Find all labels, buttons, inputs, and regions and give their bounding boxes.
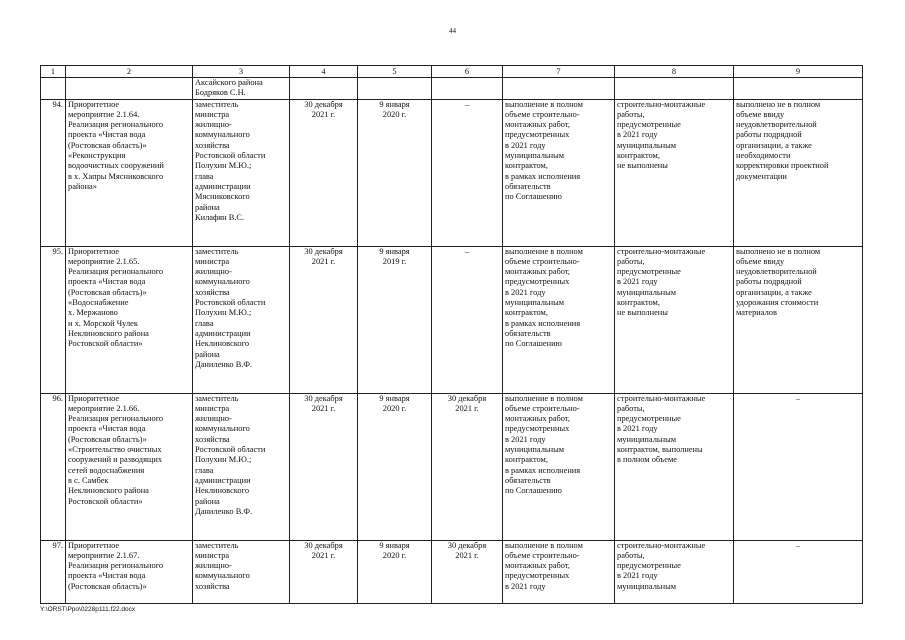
cell-line: 9 января xyxy=(379,393,410,403)
cell-line: заместитель xyxy=(195,246,239,256)
cell-line: 2021 г. xyxy=(311,550,336,560)
cell-line: Бодряков С.Н. xyxy=(195,88,246,98)
cell-line: объеме строительно- xyxy=(505,550,580,560)
cell-line: глава xyxy=(195,318,214,328)
cell-line: корректировки проектной xyxy=(736,161,829,171)
cell-line: объеме ввиду xyxy=(736,256,785,266)
cell-line: муниципальным xyxy=(617,140,677,150)
cell-line: в рамках исполнения xyxy=(505,318,581,328)
cell-actual-start xyxy=(358,540,432,603)
cell-line: муниципальным xyxy=(505,151,565,161)
cell-actual-end xyxy=(432,540,503,603)
cell-line: «Строительство очистных xyxy=(68,445,162,455)
cell-line: проекта «Чистая вода xyxy=(68,130,146,140)
cell-line: министра xyxy=(195,256,230,266)
cell-line: контрактом, xyxy=(505,308,548,318)
cell-line: глава xyxy=(195,171,214,181)
cell-actual-start xyxy=(358,246,432,393)
cell-line: Приоритетное xyxy=(68,540,120,550)
cell-line: 2019 г. xyxy=(382,256,407,266)
cell-num: 96. xyxy=(41,393,66,540)
cell-line: 30 декабря xyxy=(304,393,343,403)
cell-line: (Ростовская область)» xyxy=(68,140,147,150)
cell-line: Аксайского района xyxy=(195,78,263,87)
cell-line: 2021 г. xyxy=(455,403,479,413)
table-row xyxy=(41,540,863,603)
footer-file-path: Y:\ORST\Ppo\0228p111.f22.docx xyxy=(40,606,136,613)
cell-line: работы, xyxy=(617,550,645,560)
cell-event xyxy=(66,393,193,540)
cell-line: объеме строительно- xyxy=(505,256,580,266)
cell-num: 95. xyxy=(41,246,66,393)
cell-line: строительно-монтажные xyxy=(617,393,706,403)
cell-line: коммунального xyxy=(195,571,250,581)
cell-line: Приоритетное xyxy=(68,393,120,403)
cell-line: хозяйства xyxy=(195,434,230,444)
cell-line: района xyxy=(195,349,220,359)
cell-line: (Ростовская область)» xyxy=(68,581,147,591)
cell-line: муниципальным xyxy=(505,445,565,455)
cell-line: Неклиновского xyxy=(195,339,250,349)
cell-line: работы подрядной xyxy=(736,130,802,140)
cell-line: в 2021 году xyxy=(617,571,658,581)
cell-line: жилищно- xyxy=(195,414,232,424)
cell-line: Даниленко В.Ф. xyxy=(195,506,253,516)
cell-line: объеме строительно- xyxy=(505,109,580,119)
cell-line: Неклиновского района xyxy=(68,328,149,338)
cell-line: в с. Самбек xyxy=(68,475,109,485)
cell-line: неудовлетворительной xyxy=(736,120,817,130)
cell-line: по Соглашению xyxy=(505,192,562,202)
cell-event xyxy=(66,246,193,393)
cell-line: в 2021 году xyxy=(617,277,658,287)
cell-line: работы, xyxy=(617,256,645,266)
cell-line: работы, xyxy=(617,403,645,413)
cell-line: жилищно- xyxy=(195,120,232,130)
table-row xyxy=(41,393,863,540)
cell-actual-end xyxy=(432,99,503,246)
cell-line: организации, а также xyxy=(736,287,812,297)
cell-line: не выполнены xyxy=(617,161,668,171)
cell-actual-start xyxy=(358,393,432,540)
cell-line: 30 декабря xyxy=(447,393,487,403)
cell-line: предусмотренных xyxy=(505,424,570,434)
cell-result-planned xyxy=(503,78,615,100)
cell-line: предусмотренные xyxy=(617,120,681,130)
cell-problems xyxy=(734,540,863,603)
cell-line: строительно-монтажные xyxy=(617,540,706,550)
cell-line: контрактом, xyxy=(505,455,548,465)
column-number: 2 xyxy=(66,66,193,78)
cell-line: предусмотренные xyxy=(617,267,681,277)
cell-line: обязательств xyxy=(505,328,551,338)
cell-result-actual xyxy=(615,393,734,540)
cell-line: сооружений и разводящих xyxy=(68,455,163,465)
cell-line: в 2021 году xyxy=(505,287,546,297)
cell-line: мероприятие 2.1.65. xyxy=(68,256,140,266)
column-number: 7 xyxy=(503,66,615,78)
cell-planned xyxy=(290,78,358,100)
cell-responsible xyxy=(193,540,290,603)
cell-line: администрации xyxy=(195,181,251,191)
cell-responsible xyxy=(193,78,290,100)
cell-line: по Соглашению xyxy=(505,486,562,496)
cell-line: контрактом, xyxy=(617,298,660,308)
cell-line: в 2021 году xyxy=(617,130,658,140)
cell-line: муниципальным xyxy=(617,581,677,591)
column-number: 4 xyxy=(290,66,358,78)
column-number: 8 xyxy=(615,66,734,78)
cell-actual-start xyxy=(358,99,432,246)
cell-line: 2020 г. xyxy=(382,109,407,119)
cell-line: «Реконструкция xyxy=(68,151,126,161)
cell-line: 2021 г. xyxy=(311,403,336,413)
cell-planned xyxy=(290,540,358,603)
cell-line: Реализация регионального xyxy=(68,561,164,571)
cell-line: министра xyxy=(195,109,230,119)
cell-line: 2021 г. xyxy=(311,256,336,266)
column-number: 6 xyxy=(432,66,503,78)
cell-line: заместитель xyxy=(195,99,239,109)
cell-line: выполнение в полном xyxy=(505,393,583,403)
cell-line: Полухин М.Ю.; xyxy=(195,455,252,465)
cell-line: в х. Хапры Мясниковского xyxy=(68,171,164,181)
cell-line: Ростовской области xyxy=(195,445,266,455)
cell-line: обязательств xyxy=(505,475,551,485)
cell-line: в полном объеме xyxy=(617,455,677,465)
cell-line: Приоритетное xyxy=(68,99,120,109)
cell-responsible xyxy=(193,393,290,540)
cell-line: Полухин М.Ю.; xyxy=(195,161,252,171)
cell-line: 9 января xyxy=(379,99,410,109)
cell-line: 30 декабря xyxy=(304,99,343,109)
cell-line: объеме ввиду xyxy=(736,109,785,119)
cell-line: района» xyxy=(68,181,97,191)
cell-result-planned xyxy=(503,540,615,603)
column-number: 3 xyxy=(193,66,290,78)
cell-line: Килафян В.С. xyxy=(195,212,245,222)
cell-line: водоочистных сооружений xyxy=(68,161,164,171)
cell-line: проекта «Чистая вода xyxy=(68,424,146,434)
cell-line: Неклиновского района xyxy=(68,486,149,496)
continuation-row xyxy=(41,78,863,100)
cell-line: материалов xyxy=(736,308,777,318)
cell-line: коммунального xyxy=(195,277,250,287)
cell-event xyxy=(66,78,193,100)
cell-line: монтажных работ, xyxy=(505,414,570,424)
cell-line: Ростовской области xyxy=(195,151,266,161)
cell-line: обязательств xyxy=(505,181,551,191)
cell-line: хозяйства xyxy=(195,581,230,591)
cell-line: монтажных работ, xyxy=(505,120,570,130)
cell-line: мероприятие 2.1.64. xyxy=(68,109,140,119)
cell-line: по Соглашению xyxy=(505,339,562,349)
cell-line: хозяйства xyxy=(195,287,230,297)
column-number-row xyxy=(41,66,863,78)
cell-planned xyxy=(290,393,358,540)
cell-line: выполнение в полном xyxy=(505,246,583,256)
cell-line: в рамках исполнения xyxy=(505,465,581,475)
cell-line: объеме строительно- xyxy=(505,403,580,413)
cell-line: Неклиновского xyxy=(195,486,250,496)
cell-line: – xyxy=(795,540,801,550)
cell-line: неудовлетворительной xyxy=(736,267,817,277)
cell-line: (Ростовская область)» xyxy=(68,434,147,444)
cell-line: коммунального xyxy=(195,130,250,140)
cell-line: предусмотренные xyxy=(617,561,681,571)
cell-line: муниципальным xyxy=(617,287,677,297)
cell-line: коммунального xyxy=(195,424,250,434)
cell-line: контрактом, xyxy=(505,161,548,171)
cell-line: заместитель xyxy=(195,393,239,403)
cell-line: – xyxy=(464,99,470,109)
cell-line: в 2021 году xyxy=(505,581,546,591)
cell-line: – xyxy=(464,246,470,256)
cell-line: Ростовской области» xyxy=(68,339,143,349)
cell-line: министра xyxy=(195,403,230,413)
cell-problems xyxy=(734,393,863,540)
report-table xyxy=(40,65,863,604)
cell-line: 2020 г. xyxy=(382,403,407,413)
cell-line: министра xyxy=(195,550,230,560)
cell-line: муниципальным xyxy=(617,434,677,444)
cell-result-actual xyxy=(615,99,734,246)
cell-line: проекта «Чистая вода xyxy=(68,277,146,287)
table-row xyxy=(41,246,863,393)
cell-problems xyxy=(734,78,863,100)
cell-line: и х. Морской Чулек xyxy=(68,318,138,328)
cell-line: 30 декабря xyxy=(304,540,343,550)
cell-line: необходимости xyxy=(736,151,791,161)
cell-line: предусмотренных xyxy=(505,571,570,581)
cell-line: контрактом, xyxy=(617,151,660,161)
cell-line: работы, xyxy=(617,109,645,119)
cell-line: глава xyxy=(195,465,214,475)
cell-line: сетей водоснабжения xyxy=(68,465,145,475)
cell-line: Приоритетное xyxy=(68,246,120,256)
cell-line: контрактом, выполнены xyxy=(617,445,703,455)
cell-line: Реализация регионального xyxy=(68,267,164,277)
cell-line: Мясниковского xyxy=(195,192,250,202)
cell-event xyxy=(66,99,193,246)
cell-planned xyxy=(290,99,358,246)
cell-line: района xyxy=(195,202,220,212)
cell-problems xyxy=(734,246,863,393)
cell-line: не выполнены xyxy=(617,308,668,318)
page-number: 44 xyxy=(449,27,456,35)
cell-line: Реализация регионального xyxy=(68,120,164,130)
cell-result-actual xyxy=(615,246,734,393)
cell-line: удорожания стоимости xyxy=(736,298,819,308)
cell-line: 9 января xyxy=(379,540,410,550)
cell-line: «Водоснабжение xyxy=(68,298,129,308)
cell-line: 9 января xyxy=(379,246,410,256)
cell-result-planned xyxy=(503,393,615,540)
cell-line: в 2021 году xyxy=(505,434,546,444)
cell-line: монтажных работ, xyxy=(505,561,570,571)
cell-line: в рамках исполнения xyxy=(505,171,581,181)
cell-line: Ростовской области xyxy=(195,298,266,308)
cell-line: хозяйства xyxy=(195,140,230,150)
column-number: 9 xyxy=(734,66,863,78)
cell-line: организации, а также xyxy=(736,140,812,150)
cell-num: 97. xyxy=(41,540,66,603)
cell-responsible xyxy=(193,99,290,246)
cell-line: 2021 г. xyxy=(455,550,479,560)
cell-line: мероприятие 2.1.67. xyxy=(68,550,140,560)
cell-line: выполнение в полном xyxy=(505,99,583,109)
cell-line: 2021 г. xyxy=(311,109,336,119)
cell-result-actual xyxy=(615,540,734,603)
cell-problems xyxy=(734,99,863,246)
cell-line: х. Мержаново xyxy=(68,308,118,318)
cell-responsible xyxy=(193,246,290,393)
cell-line: мероприятие 2.1.66. xyxy=(68,403,140,413)
cell-actual-end xyxy=(432,246,503,393)
cell-line: предусмотренные xyxy=(617,414,681,424)
cell-line: жилищно- xyxy=(195,561,232,571)
cell-line: в 2021 году xyxy=(617,424,658,434)
cell-line: администрации xyxy=(195,475,251,485)
cell-line: 2020 г. xyxy=(382,550,407,560)
cell-line: Ростовской области» xyxy=(68,496,143,506)
column-number: 1 xyxy=(41,66,66,78)
cell-actual-end xyxy=(432,78,503,100)
column-number: 5 xyxy=(358,66,432,78)
cell-line: жилищно- xyxy=(195,267,232,277)
cell-line: заместитель xyxy=(195,540,239,550)
cell-line: в 2021 году xyxy=(505,140,546,150)
cell-line: Реализация регионального xyxy=(68,414,164,424)
cell-result-actual xyxy=(615,78,734,100)
cell-line: (Ростовская область)» xyxy=(68,287,147,297)
cell-line: района xyxy=(195,496,220,506)
cell-num: 94. xyxy=(41,99,66,246)
cell-planned xyxy=(290,246,358,393)
cell-line: предусмотренных xyxy=(505,130,570,140)
cell-line: Даниленко В.Ф. xyxy=(195,359,253,369)
cell-line: администрации xyxy=(195,328,251,338)
cell-line: 30 декабря xyxy=(447,540,487,550)
cell-line: документации xyxy=(736,171,787,181)
table-row xyxy=(41,99,863,246)
cell-result-planned xyxy=(503,99,615,246)
cell-actual-end xyxy=(432,393,503,540)
cell-result-planned xyxy=(503,246,615,393)
cell-line: 30 декабря xyxy=(304,246,343,256)
cell-line: выполнено не в полном xyxy=(736,246,821,256)
cell-num xyxy=(41,78,66,100)
cell-line: монтажных работ, xyxy=(505,267,570,277)
cell-line: – xyxy=(795,393,801,403)
cell-line: Полухин М.Ю.; xyxy=(195,308,252,318)
cell-line: предусмотренных xyxy=(505,277,570,287)
cell-line: строительно-монтажные xyxy=(617,246,706,256)
cell-line: работы подрядной xyxy=(736,277,802,287)
cell-event xyxy=(66,540,193,603)
cell-line: выполнение в полном xyxy=(505,540,583,550)
cell-line: строительно-монтажные xyxy=(617,99,706,109)
cell-line: выполнено не в полном xyxy=(736,99,821,109)
cell-line: муниципальным xyxy=(505,298,565,308)
cell-line: проекта «Чистая вода xyxy=(68,571,146,581)
cell-actual-start xyxy=(358,78,432,100)
